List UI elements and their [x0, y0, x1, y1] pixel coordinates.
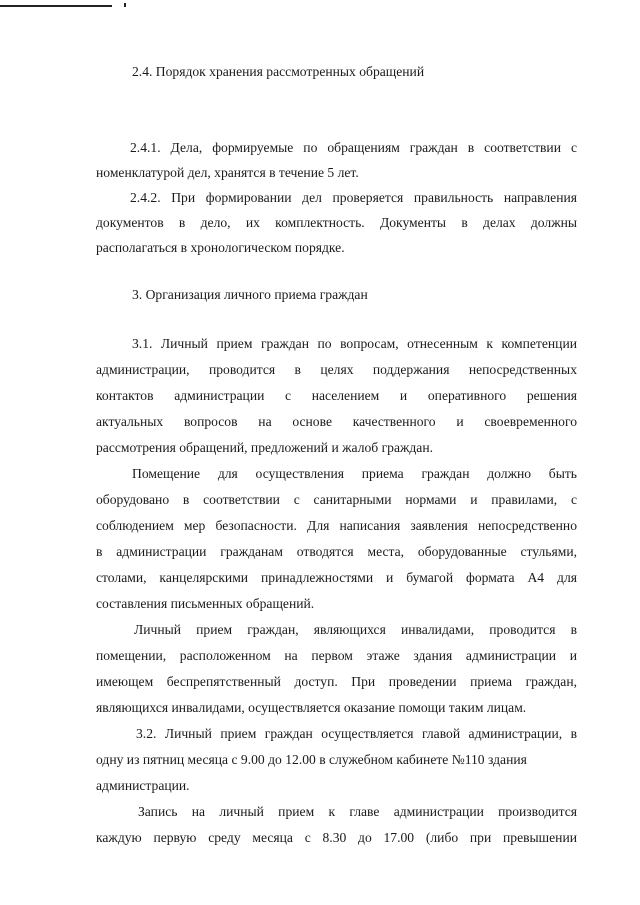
paragraph-3-1-line-1: 3.1. Личный прием граждан по вопросам, отнесенным к компетенции [132, 336, 577, 351]
paragraph-premises-line-2: оборудовано в соответствии с санитарными нормами и правилами, с [96, 492, 577, 507]
paragraph-disabled-line-2: помещении, расположенном на первом этаже здания администрации и [96, 648, 577, 663]
paragraph-2-4-2-line-3: располагаться в хронологическом порядке. [96, 240, 345, 255]
paragraph-premises-line-6: составления письменных обращений. [96, 596, 315, 611]
paragraph-premises-line-3: соблюдением мер безопасности. Для написания заявления непосредственно [96, 518, 577, 533]
paragraph-3-1-line-4: актуальных вопросов на основе качественного и своевременного [96, 414, 577, 429]
paragraph-disabled-line-3: имеющем беспрепятственный доступ. При проведении приема граждан, [96, 674, 577, 689]
paragraph-2-4-1-line-2: номенклатурой дел, хранятся в течение 5 лет. [96, 165, 359, 180]
paragraph-premises-line-5: столами, канцелярскими принадлежностями и бумагой формата А4 для [96, 570, 577, 585]
paragraph-3-2-line-2: одну из пятниц месяца с 9.00 до 12.00 в служебном кабинете №110 здания [96, 752, 527, 767]
paragraph-2-4-1-line-1: 2.4.1. Дела, формируемые по обращениям граждан в соответствии с [130, 140, 577, 155]
paragraph-disabled-line-4: являющихся инвалидами, осуществляется оказание помощи таким лицам. [96, 700, 527, 715]
scan-tick-mark [124, 3, 126, 7]
paragraph-3-1-line-2: администрации, проводится в целях поддержания непосредственных [96, 362, 577, 377]
paragraph-premises-line-4: в администрации гражданам отводятся места, оборудованные стульями, [96, 544, 577, 559]
paragraph-record-line-1: Запись на личный прием к главе администрации производится [138, 804, 577, 819]
paragraph-2-4-2-line-2: документов в дело, их комплектность. Документы в делах должны [96, 215, 577, 230]
paragraph-3-2-line-3: администрации. [96, 778, 190, 793]
paragraph-disabled-line-1: Личный прием граждан, являющихся инвалидами, проводится в [134, 622, 577, 637]
paragraph-3-1-line-3: контактов администрации с населением и оперативного решения [96, 388, 577, 403]
paragraph-3-1-line-5: рассмотрения обращений, предложений и жалоб граждан. [96, 440, 434, 455]
section-heading-3: 3. Организация личного приема граждан [132, 287, 368, 302]
paragraph-2-4-2-line-1: 2.4.2. При формировании дел проверяется правильность направления [130, 190, 577, 205]
scan-edge-mark [0, 5, 112, 7]
paragraph-premises-line-1: Помещение для осуществления приема граждан должно быть [132, 466, 577, 481]
section-heading-2-4: 2.4. Порядок хранения рассмотренных обращений [132, 64, 425, 79]
paragraph-record-line-2: каждую первую среду месяца с 8.30 до 17.00 (либо при превышении [96, 830, 577, 845]
paragraph-3-2-line-1: 3.2. Личный прием граждан осуществляется главой администрации, в [136, 726, 577, 741]
